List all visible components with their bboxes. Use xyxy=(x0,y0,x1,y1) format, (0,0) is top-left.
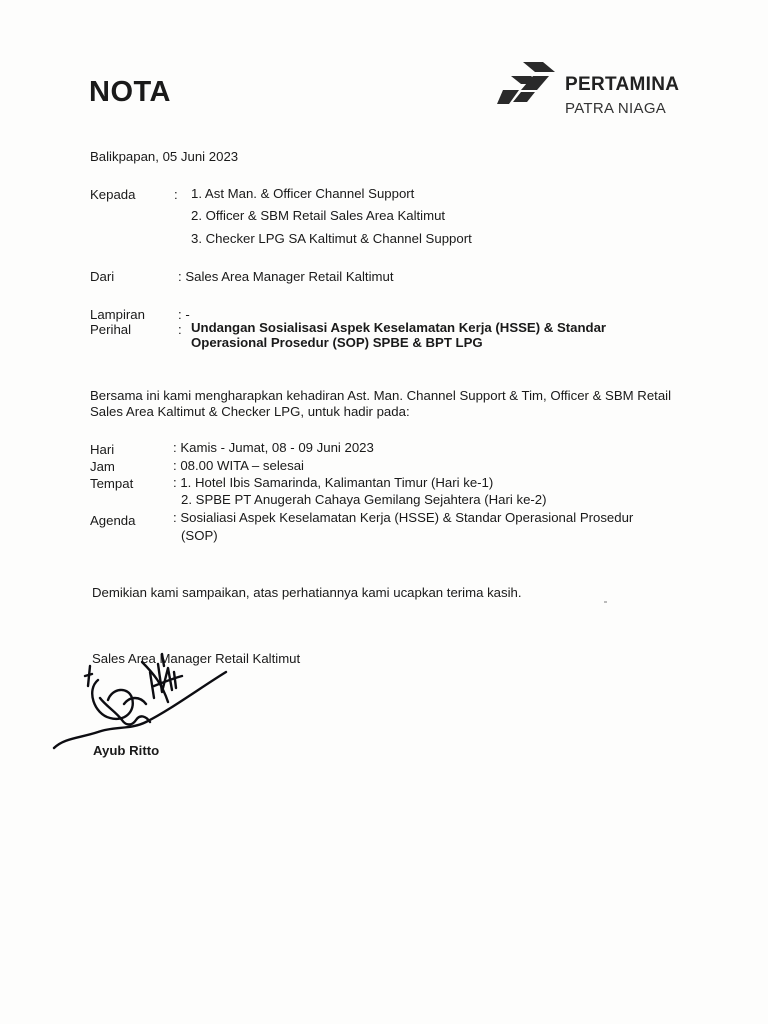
signatory-position: Sales Area Manager Retail Kaltimut xyxy=(92,651,301,666)
pertamina-logo-icon xyxy=(497,60,559,106)
kepada-colon: : xyxy=(174,187,178,202)
kepada-item-3: 3. Checker LPG SA Kaltimut & Channel Support xyxy=(191,231,472,246)
date-line: Balikpapan, 05 Juni 2023 xyxy=(90,149,239,164)
brand-subtitle: PATRA NIAGA xyxy=(565,100,667,117)
agenda-line-2: (SOP) xyxy=(181,528,218,543)
memo-title: NOTA xyxy=(89,76,172,108)
intro-line-1: Bersama ini kami mengharapkan kehadiran Ast. Man. Channel Support & Tim, Officer & SBM Retail xyxy=(90,388,672,403)
tempat-line-1: : 1. Hotel Ibis Samarinda, Kalimantan Timur (Hari ke-1) xyxy=(173,475,494,490)
scan-speck xyxy=(604,601,607,603)
dari-value: : Sales Area Manager Retail Kaltimut xyxy=(178,269,394,284)
lampiran-value: : - xyxy=(178,307,190,322)
perihal-line-1: Undangan Sosialisasi Aspek Keselamatan Kerja (HSSE) & Standar xyxy=(191,320,607,335)
closing-text: Demikian kami sampaikan, atas perhatiannya kami ucapkan terima kasih. xyxy=(92,585,522,600)
signatory-name: Ayub Ritto xyxy=(93,743,160,758)
kepada-label: Kepada xyxy=(90,187,136,202)
jam-value: : 08.00 WITA – selesai xyxy=(173,458,304,473)
perihal-colon: : xyxy=(178,322,182,337)
hari-value: : Kamis - Jumat, 08 - 09 Juni 2023 xyxy=(173,440,374,455)
brand-name: PERTAMINA xyxy=(565,74,680,95)
jam-label: Jam xyxy=(90,459,115,474)
tempat-label: Tempat xyxy=(90,476,134,491)
perihal-label: Perihal xyxy=(90,322,132,337)
company-logo xyxy=(497,58,707,122)
lampiran-label: Lampiran xyxy=(90,307,145,322)
hari-label: Hari xyxy=(90,442,115,457)
intro-line-2: Sales Area Kaltimut & Checker LPG, untuk hadir pada: xyxy=(90,404,410,419)
dari-label: Dari xyxy=(90,269,115,284)
kepada-item-1: 1. Ast Man. & Officer Channel Support xyxy=(191,186,415,201)
agenda-label: Agenda xyxy=(90,513,136,528)
kepada-item-2: 2. Officer & SBM Retail Sales Area Kaltimut xyxy=(191,208,446,223)
tempat-line-2: 2. SPBE PT Anugerah Cahaya Gemilang Sejahtera (Hari ke-2) xyxy=(181,492,547,507)
perihal-line-2: Operasional Prosedur (SOP) SPBE & BPT LPG xyxy=(191,335,483,350)
agenda-line-1: : Sosialiasi Aspek Keselamatan Kerja (HSSE) & Standar Operasional Prosedur xyxy=(173,510,634,525)
